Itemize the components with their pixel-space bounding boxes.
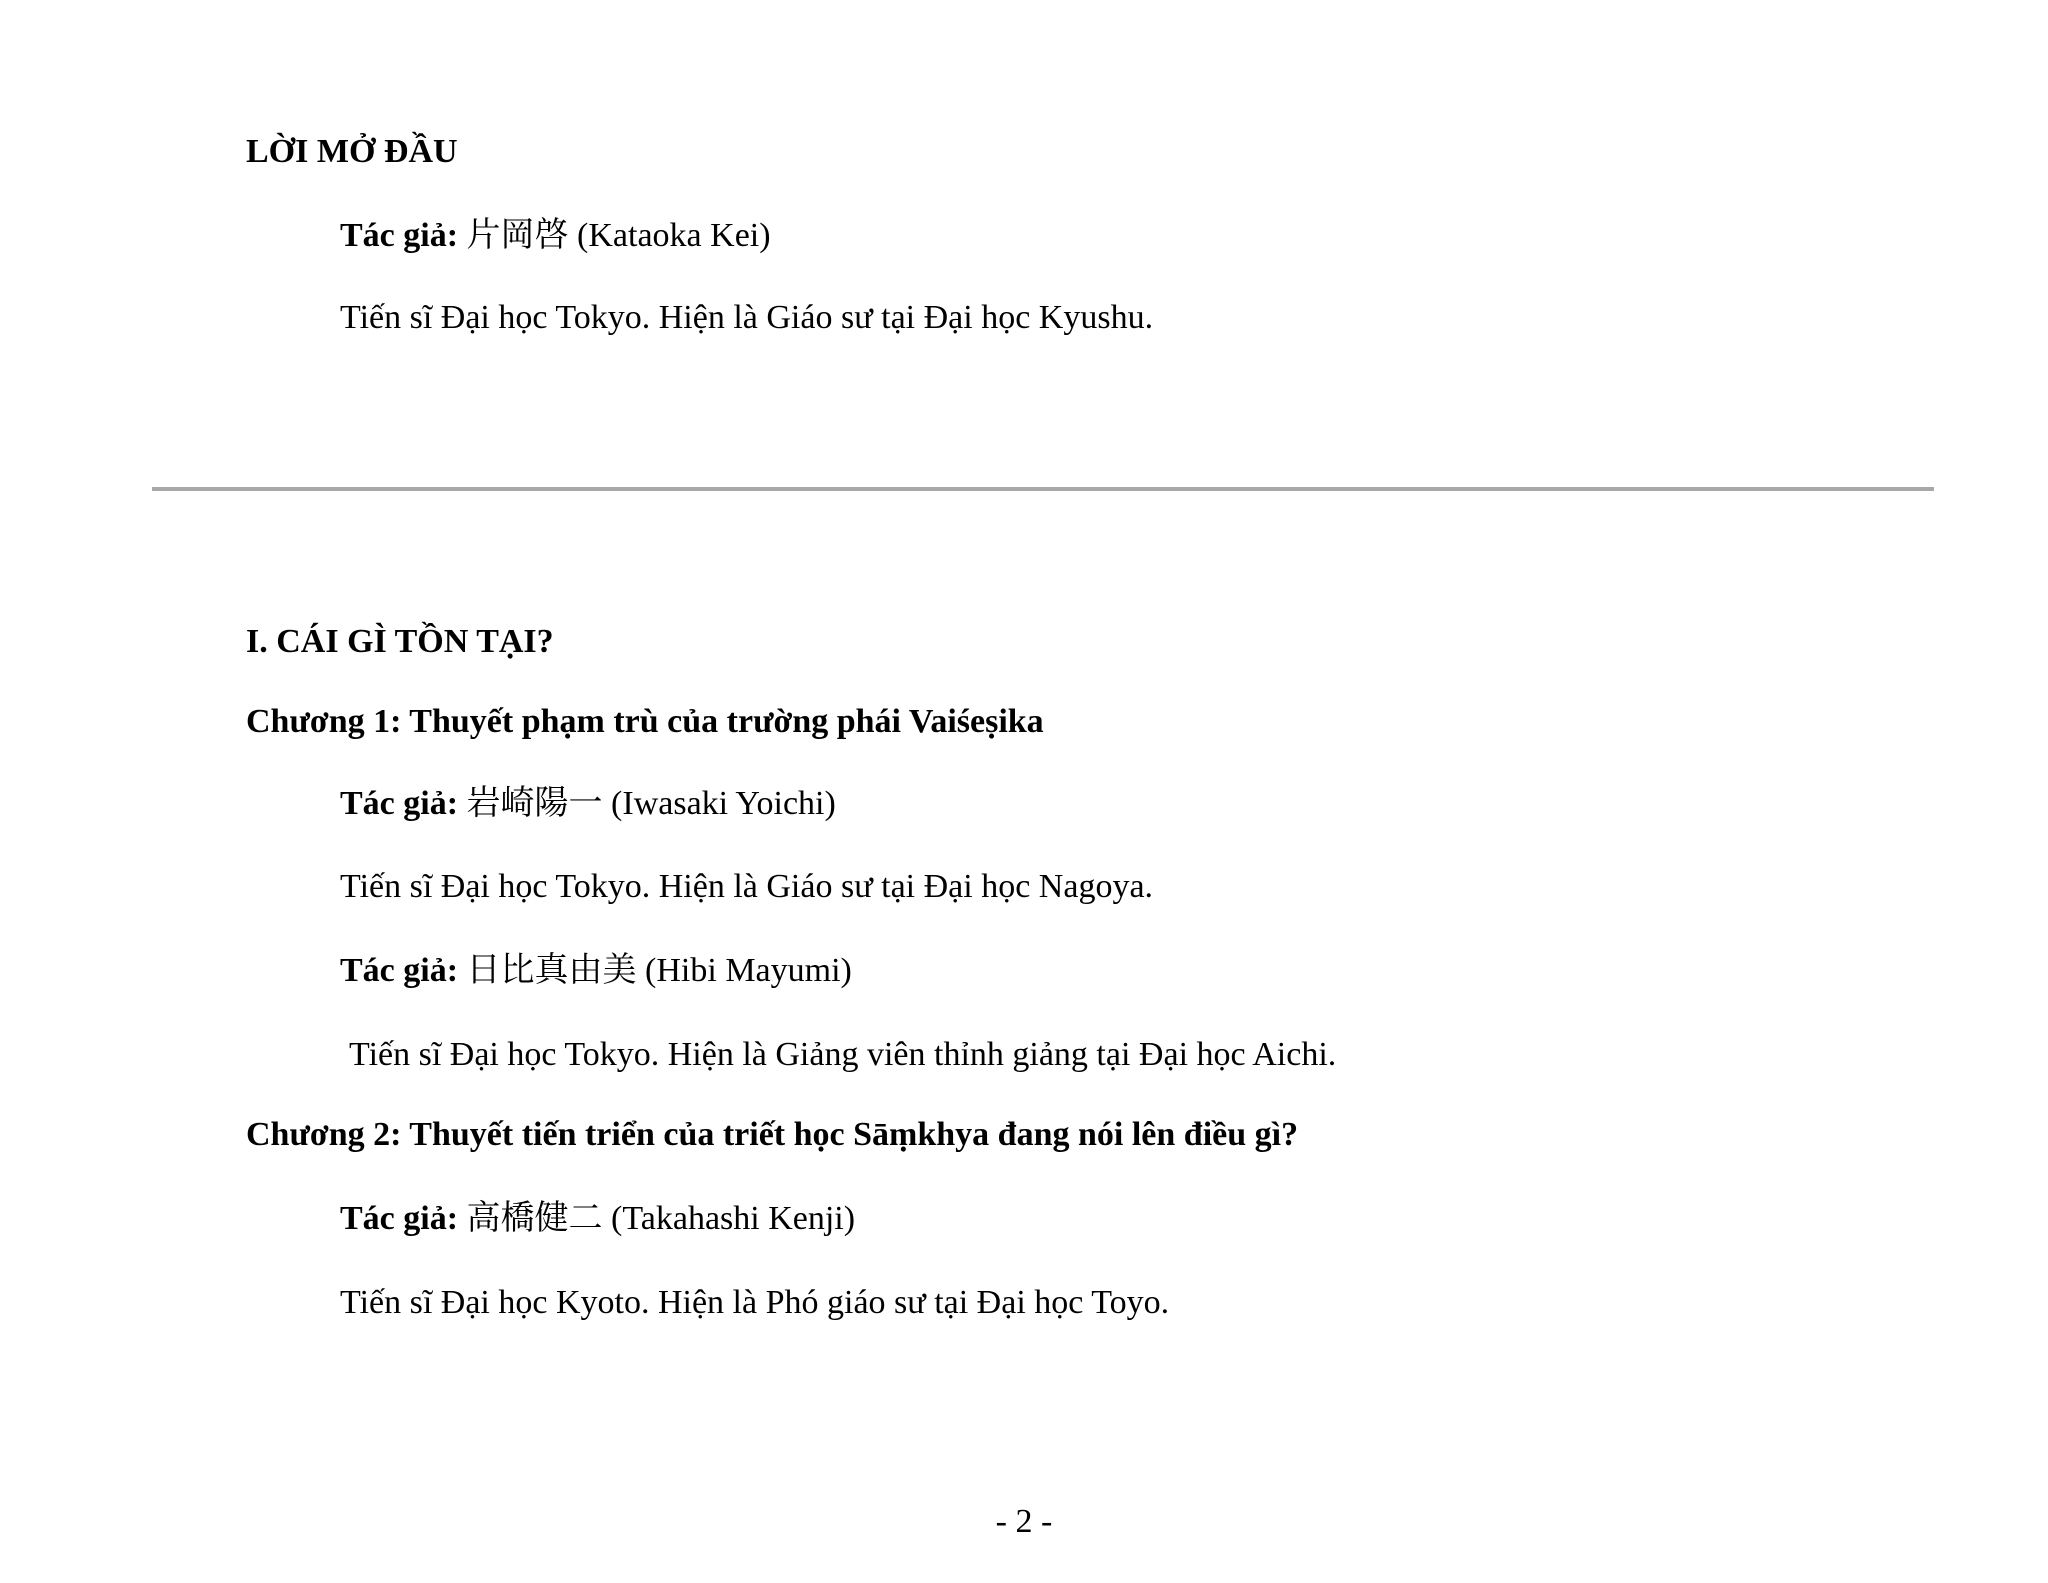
- part-heading: I. CÁI GÌ TỒN TẠI?: [246, 623, 554, 660]
- author-name-romaji: (Iwasaki Yoichi): [611, 785, 836, 822]
- author-name-native: 片岡啓: [466, 215, 569, 255]
- section-divider: [152, 487, 1934, 491]
- author-name-native: 岩崎陽一: [466, 783, 603, 823]
- preface-heading: LỜI MỞ ĐẦU: [246, 133, 458, 170]
- chapter-title: Chương 1: Thuyết phạm trù của trường phái Vaiśeṣika: [246, 703, 1044, 740]
- author-label: Tác giả:: [340, 1200, 459, 1237]
- author-line: [340, 950, 852, 991]
- author-bio: Tiến sĩ Đại học Kyoto. Hiện là Phó giáo sư tại Đại học Toyo.: [340, 1284, 1170, 1321]
- author-label: Tác giả:: [340, 952, 459, 989]
- author-label: Tác giả:: [340, 785, 459, 822]
- author-bio: Tiến sĩ Đại học Tokyo. Hiện là Giáo sư tại Đại học Nagoya.: [340, 868, 1154, 905]
- author-line: [340, 1198, 855, 1239]
- author-name-romaji: (Hibi Mayumi): [645, 952, 852, 989]
- author-line: [340, 215, 771, 256]
- author-bio: Tiến sĩ Đại học Tokyo. Hiện là Giảng viên thỉnh giảng tại Đại học Aichi.: [349, 1036, 1337, 1073]
- author-bio: Tiến sĩ Đại học Tokyo. Hiện là Giáo sư tại Đại học Kyushu.: [340, 299, 1154, 336]
- page-number: - 2 -: [995, 1503, 1053, 1540]
- author-name-native: 日比真由美: [466, 950, 637, 990]
- author-name-romaji: (Takahashi Kenji): [611, 1200, 856, 1237]
- author-label: Tác giả:: [340, 217, 459, 254]
- author-line: [340, 783, 836, 824]
- author-name-romaji: (Kataoka Kei): [577, 217, 771, 254]
- chapter-title: Chương 2: Thuyết tiến triển của triết học Sāṃkhya đang nói lên điều gì?: [246, 1116, 1299, 1153]
- author-name-native: 高橋健二: [466, 1198, 603, 1238]
